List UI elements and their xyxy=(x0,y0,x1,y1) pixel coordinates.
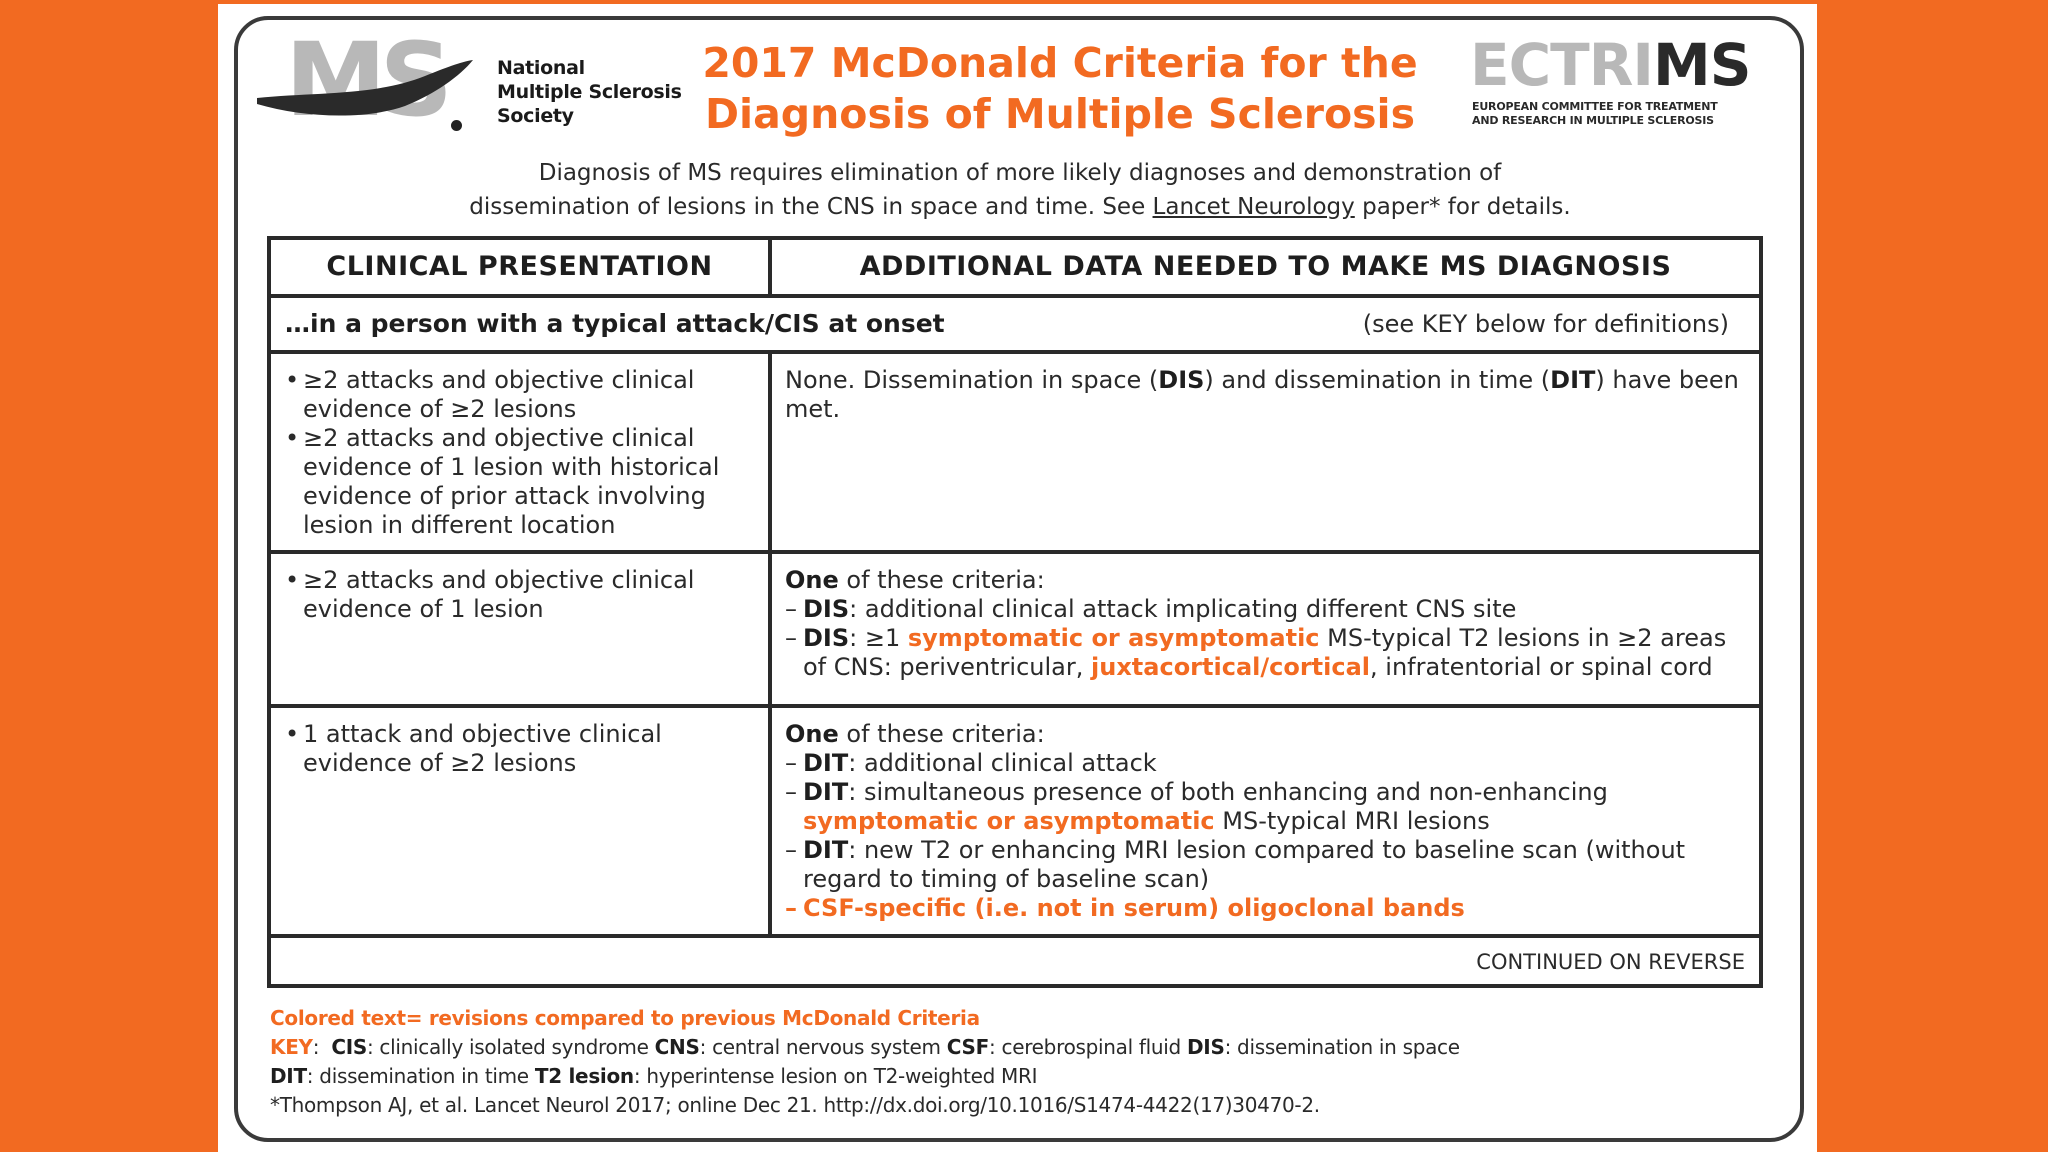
intro-text-part: dissemination of lesions in the CNS in space and time. See xyxy=(469,194,1153,220)
ectrims-wordmark xyxy=(1470,31,1751,99)
criteria-intro-text: of these criteria: xyxy=(838,720,1045,748)
ectrims-subtitle-line: EUROPEAN COMMITTEE FOR TREATMENT xyxy=(1472,100,1718,113)
criterion-text: : additional clinical attack implicating different CNS site xyxy=(849,595,1517,623)
criteria-text: ) have been met. xyxy=(785,366,1739,423)
nmss-name-line: Society xyxy=(497,105,574,127)
dit-term: DIT xyxy=(803,778,849,806)
column-divider xyxy=(768,354,772,550)
presentation-bullet: • ≥2 attacks and objective clinical evidence of ≥2 lesions xyxy=(285,366,755,424)
presentation-bullet: • 1 attack and objective clinical evidence of ≥2 lesions xyxy=(285,720,755,778)
table-row xyxy=(271,354,1759,554)
title-line-1: 2017 McDonald Criteria for the xyxy=(702,39,1418,87)
key-term: DIS xyxy=(1187,1035,1225,1059)
criterion-item: – DIS: additional clinical attack implicating different CNS site xyxy=(785,595,1517,623)
key-label: KEY xyxy=(270,1035,313,1059)
dit-term: DIT xyxy=(803,749,849,777)
dit-term: DIT xyxy=(803,836,849,864)
key-term: DIT xyxy=(270,1064,307,1088)
criterion-text: MS-typical T2 lesions in ≥2 areas of CNS: periventricular, xyxy=(803,624,1727,681)
revised-text: symptomatic or asymptomatic xyxy=(803,807,1215,835)
criterion-text: : simultaneous presence of both enhancing and non-enhancing xyxy=(848,778,1608,806)
criterion-text: : ≥1 xyxy=(849,624,908,652)
criterion-item-revised: – CSF-specific (i.e. not in serum) oligoclonal bands xyxy=(785,894,1465,922)
dit-term: DIT xyxy=(1550,366,1596,394)
continued-on-reverse: CONTINUED ON REVERSE xyxy=(1476,950,1745,974)
intro-text xyxy=(300,156,1740,224)
subheader-typical-attack: …in a person with a typical attack/CIS at onset xyxy=(285,309,945,338)
column-divider xyxy=(768,240,772,294)
key-term: CSF xyxy=(946,1035,989,1059)
ectrims-logo xyxy=(1470,31,1760,132)
criteria-intro xyxy=(785,566,1745,595)
criteria-text: None. Dissemination in space ( xyxy=(785,366,1159,394)
revised-text: symptomatic or asymptomatic xyxy=(907,624,1320,652)
key-line-2 xyxy=(270,1062,1750,1091)
additional-data-cell xyxy=(785,566,1745,682)
criterion-text: : new T2 or enhancing MRI lesion compared to baseline scan (without regard to timing of baseline scan) xyxy=(803,836,1686,893)
key-line-1: KEY: CIS: clinically isolated syndrome CNS: central nervous system CSF: cerebrospinal fluid DIS: dissemination in space xyxy=(270,1035,1460,1059)
key-term: CIS xyxy=(331,1035,367,1059)
criterion-item: – DIT: additional clinical attack xyxy=(785,749,1157,777)
table-row xyxy=(271,708,1759,938)
criteria-intro xyxy=(785,720,1745,749)
ectrims-word-dark: MS xyxy=(1653,31,1751,99)
criterion-text: , infratentorial or spinal cord xyxy=(1370,653,1713,681)
dis-term: DIS xyxy=(1158,366,1205,394)
ms-logo-letters: MS xyxy=(285,21,446,140)
criterion-item: – DIT: simultaneous presence of both enhancing and non-enhancing symptomatic or asymptomatic MS-typical MRI lesions xyxy=(785,778,1608,835)
key-definition: : central nervous system xyxy=(699,1035,947,1059)
criteria-text: ) and dissemination in time ( xyxy=(1204,366,1551,394)
intro-text-part: paper* for details. xyxy=(1354,194,1571,220)
nmss-name xyxy=(497,56,687,128)
criteria-intro-text: of these criteria: xyxy=(838,566,1045,594)
table-header-row xyxy=(271,240,1759,298)
criterion-item: – DIS: ≥1 symptomatic or asymptomatic MS-typical T2 lesions in ≥2 areas of CNS: periventricular, juxtacortical/cortical, infratentorial or spinal cord xyxy=(785,624,1727,681)
intro-line-1: Diagnosis of MS requires elimination of more likely diagnoses and demonstration of xyxy=(538,160,1502,186)
intro-line-2 xyxy=(300,190,1740,224)
key-definition: : dissemination in time xyxy=(306,1064,535,1088)
ectrims-word-light: ECTRI xyxy=(1470,31,1653,99)
table-row xyxy=(271,554,1759,708)
nmss-logo xyxy=(255,21,475,140)
swoosh-icon xyxy=(255,56,475,126)
clinical-presentation-cell xyxy=(285,566,755,624)
revisions-note: Colored text= revisions compared to previous McDonald Criteria xyxy=(270,1006,980,1030)
key-term: T2 lesion xyxy=(534,1064,634,1088)
citation: *Thompson AJ, et al. Lancet Neurol 2017; online Dec 21. http://dx.doi.org/10.1016/S1474-4422(17)30470-2. xyxy=(270,1093,1320,1117)
clinical-presentation-cell xyxy=(285,366,755,540)
key-definition: : dissemination in space xyxy=(1224,1035,1460,1059)
revised-text: juxtacortical/cortical xyxy=(1091,653,1371,681)
ectrims-subtitle-line: AND RESEARCH IN MULTIPLE SCLEROSIS xyxy=(1472,114,1714,127)
dis-term: DIS xyxy=(803,595,850,623)
column-header-clinical: CLINICAL PRESENTATION xyxy=(326,251,713,282)
presentation-bullet: • ≥2 attacks and objective clinical evidence of 1 lesion xyxy=(285,566,755,624)
key-definition: : cerebrospinal fluid xyxy=(989,1035,1187,1059)
additional-data-cell xyxy=(785,720,1745,923)
nmss-name-line: National xyxy=(497,57,585,79)
key-definition: : clinically isolated syndrome xyxy=(366,1035,655,1059)
lancet-neurology-link[interactable]: Lancet Neurology xyxy=(1152,194,1355,220)
dis-term: DIS xyxy=(803,624,850,652)
key-term: CNS xyxy=(654,1035,700,1059)
additional-data-cell xyxy=(785,366,1745,424)
column-divider xyxy=(768,554,772,704)
criterion-text: : additional clinical attack xyxy=(848,749,1157,777)
clinical-presentation-cell xyxy=(285,720,755,778)
criteria-intro-bold: One xyxy=(785,720,839,748)
presentation-bullet: • ≥2 attacks and objective clinical evidence of 1 lesion with historical evidence of prior attack involving lesion in different location xyxy=(285,424,755,540)
subheader-see-key: (see KEY below for definitions) xyxy=(1362,310,1729,338)
criteria-intro-bold: One xyxy=(785,566,839,594)
logo-dot xyxy=(451,120,462,131)
revised-text: CSF-specific (i.e. not in serum) oligoclonal bands xyxy=(803,894,1465,922)
table-footer-row xyxy=(271,938,1759,986)
criterion-item: – DIT: new T2 or enhancing MRI lesion compared to baseline scan (without regard to timing of baseline scan) xyxy=(785,836,1686,893)
table-subheader-row xyxy=(271,298,1759,354)
title-line-2: Diagnosis of Multiple Sclerosis xyxy=(705,90,1415,138)
document-title xyxy=(690,38,1430,140)
criteria-table xyxy=(267,236,1763,988)
column-header-additional-data: ADDITIONAL DATA NEEDED TO MAKE MS DIAGNOSIS xyxy=(859,251,1672,282)
column-divider xyxy=(768,708,772,934)
legend xyxy=(270,1004,1750,1120)
ectrims-subtitle xyxy=(1472,100,1760,128)
nmss-name-line: Multiple Sclerosis xyxy=(497,81,682,103)
key-definition: : hyperintense lesion on T2-weighted MRI xyxy=(633,1064,1038,1088)
criterion-text: MS-typical MRI lesions xyxy=(1214,807,1490,835)
